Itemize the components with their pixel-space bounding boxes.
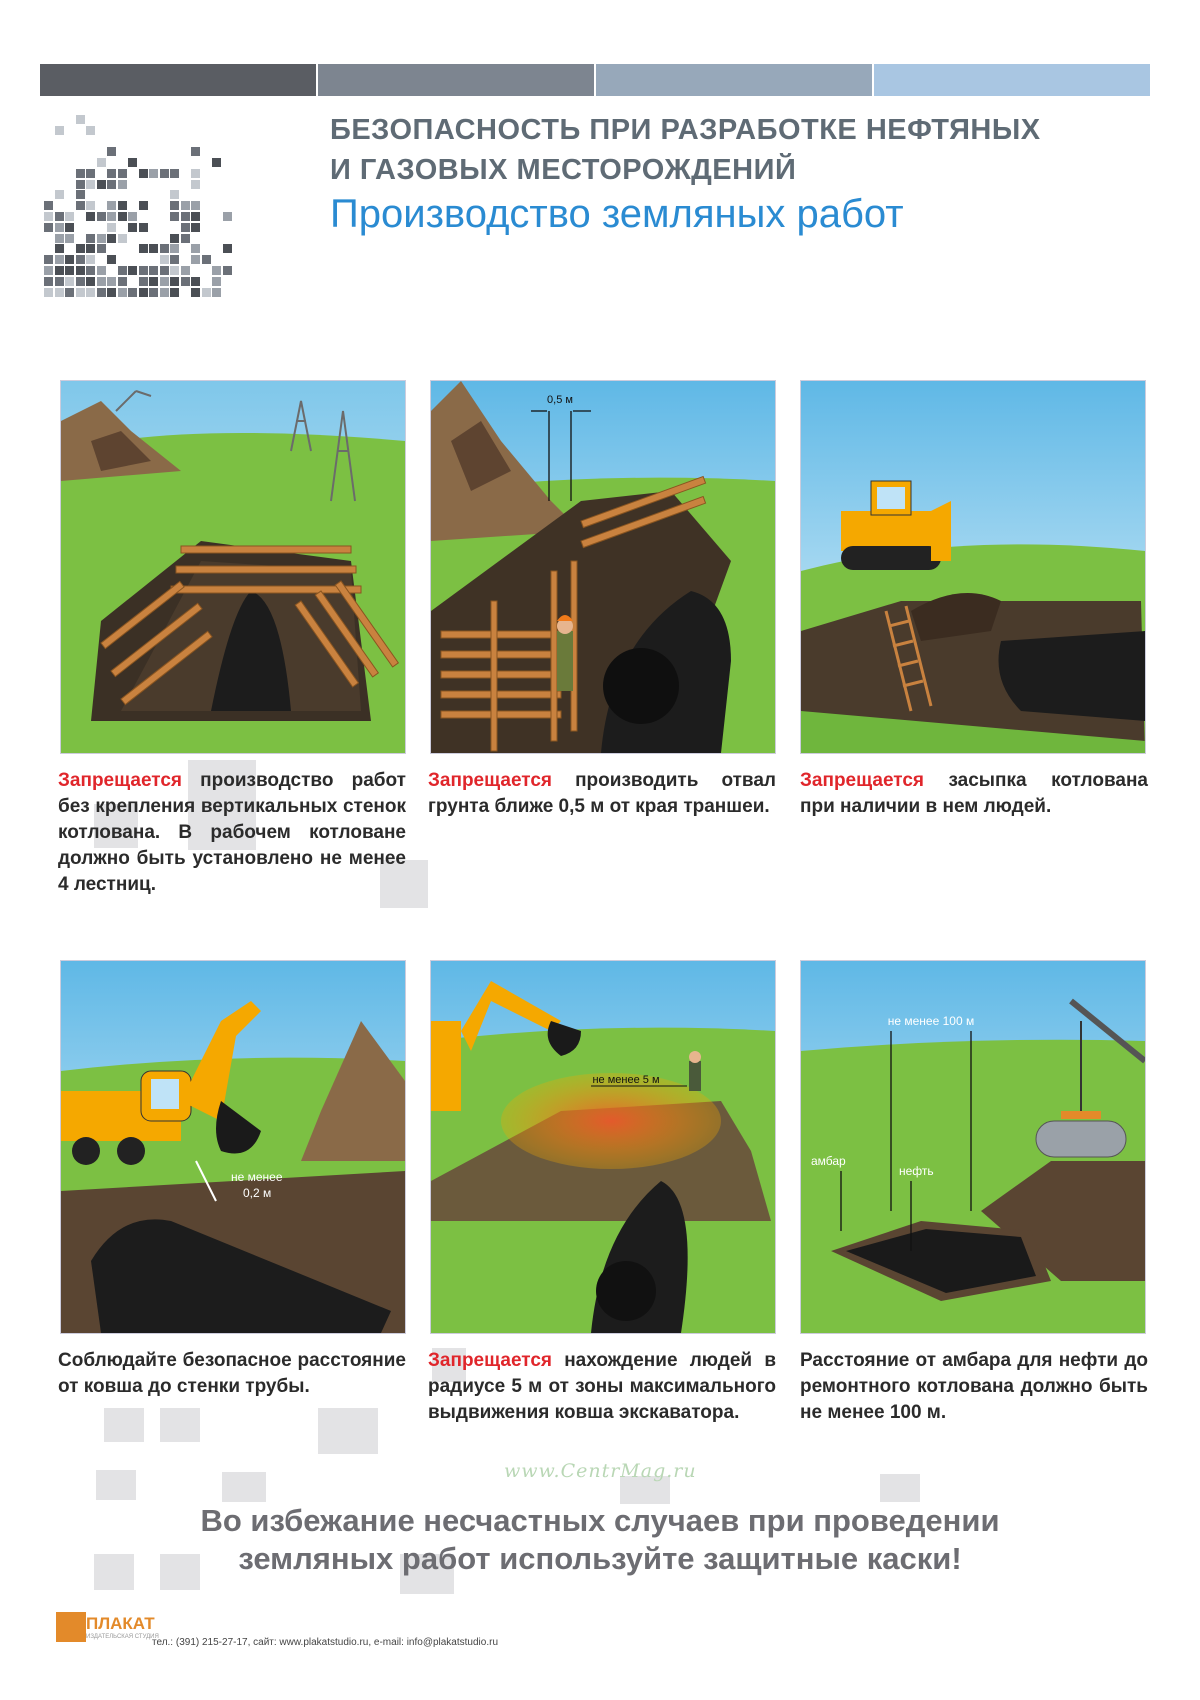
mosaic-pixel [191,212,200,221]
mosaic-pixel [160,244,169,253]
mosaic-pixel [139,201,148,210]
mosaic-pixel [65,277,74,286]
warning-word: Запрещается [58,770,182,791]
caption-panel-3 [800,768,1148,820]
mosaic-pixel [86,212,95,221]
mosaic-pixel [55,288,64,297]
mosaic-pixel [86,244,95,253]
illustration-backfill-bulldozer [800,380,1146,754]
mosaic-pixel [107,288,116,297]
decor-square [160,1408,200,1442]
mosaic-pixel [170,212,179,221]
caption-panel-1 [58,768,406,898]
mosaic-pixel [139,288,148,297]
decor-square [96,1470,136,1500]
mosaic-pixel [76,277,85,286]
mosaic-pixel [149,169,158,178]
warning-word: Запрещается [428,1350,552,1371]
pixel-mosaic-decoration [44,104,234,300]
bottom-safety-message [120,1502,1080,1578]
mosaic-pixel [44,266,53,275]
mosaic-pixel [76,115,85,124]
mosaic-pixel [118,234,127,243]
mosaic-pixel [160,255,169,264]
mosaic-pixel [191,223,200,232]
mosaic-pixel [55,212,64,221]
illustration-spoil-distance [430,380,776,754]
mosaic-pixel [191,201,200,210]
mosaic-pixel [128,288,137,297]
distance-label-line1: не менее [231,1170,283,1184]
mosaic-pixel [65,266,74,275]
mosaic-pixel [118,201,127,210]
caption-panel-5 [428,1348,776,1426]
header-bar-3 [596,64,872,96]
caption-panel-4 [58,1348,406,1400]
mosaic-pixel [139,266,148,275]
mosaic-pixel [44,201,53,210]
mosaic-pixel [149,244,158,253]
mosaic-pixel [223,212,232,221]
footer-contacts: тел.: (391) 215-27-17, сайт: www.plakatstudio.ru, e-mail: info@plakatstudio.ru [152,1637,499,1648]
mosaic-pixel [181,201,190,210]
mosaic-pixel [86,234,95,243]
mosaic-pixel [202,288,211,297]
mosaic-pixel [76,169,85,178]
mosaic-pixel [191,180,200,189]
mosaic-pixel [202,255,211,264]
mosaic-pixel [86,201,95,210]
mosaic-pixel [107,212,116,221]
mosaic-pixel [97,158,106,167]
mosaic-pixel [160,277,169,286]
mosaic-pixel [118,288,127,297]
distance-label-line2: 0,2 м [243,1186,272,1200]
mosaic-pixel [128,223,137,232]
mosaic-pixel [160,169,169,178]
mosaic-pixel [160,288,169,297]
mosaic-pixel [55,266,64,275]
mosaic-pixel [191,288,200,297]
mosaic-pixel [76,201,85,210]
mosaic-pixel [55,190,64,199]
watermark: www.CentrMag.ru [504,1460,697,1482]
page-subtitle: Производство земляных работ [330,192,904,236]
mosaic-pixel [170,288,179,297]
mosaic-pixel [44,223,53,232]
mosaic-pixel [107,147,116,156]
mosaic-pixel [181,223,190,232]
page-title [330,110,1170,190]
mosaic-pixel [149,288,158,297]
mosaic-pixel [65,234,74,243]
caption-text: производство работ без крепления вертикальных стенок котлована. В рабочем котловане должно быть установлено не менее 4 лестниц. [58,770,406,895]
oil-label: нефть [899,1164,934,1178]
distance-label-100m: не менее 100 м [887,1014,975,1028]
caption-text: нахождение людей в радиусе 5 м от зоны максимального выдвижения ковша экскаватора. [428,1350,776,1423]
header-bar-1 [40,64,316,96]
mosaic-pixel [44,255,53,264]
mosaic-pixel [212,288,221,297]
publisher-logo-subtitle: ИЗДАТЕЛЬСКАЯ СТУДИЯ [86,1634,159,1640]
mosaic-pixel [170,277,179,286]
caption-text: производить отвал грунта ближе 0,5 м от края траншеи. [428,770,776,817]
mosaic-pixel [65,255,74,264]
mosaic-pixel [160,266,169,275]
mosaic-pixel [149,277,158,286]
mosaic-pixel [212,158,221,167]
mosaic-pixel [181,277,190,286]
mosaic-pixel [55,126,64,135]
mosaic-pixel [139,169,148,178]
mosaic-pixel [107,180,116,189]
mosaic-pixel [107,223,116,232]
mosaic-pixel [44,212,53,221]
title-line-2: И ГАЗОВЫХ МЕСТОРОЖДЕНИЙ [330,154,797,186]
mosaic-pixel [97,180,106,189]
illustration-oil-pit-distance [800,960,1146,1334]
mosaic-pixel [149,266,158,275]
mosaic-pixel [128,158,137,167]
mosaic-pixel [55,277,64,286]
mosaic-pixel [44,277,53,286]
mosaic-pixel [139,223,148,232]
mosaic-pixel [97,288,106,297]
mosaic-pixel [191,244,200,253]
mosaic-pixel [223,244,232,253]
mosaic-pixel [128,266,137,275]
mosaic-pixel [97,212,106,221]
publisher-logo-icon [56,1612,86,1642]
mosaic-pixel [97,277,106,286]
mosaic-pixel [212,277,221,286]
warning-word: Запрещается [428,770,552,791]
mosaic-pixel [76,190,85,199]
mosaic-pixel [55,255,64,264]
mosaic-pixel [107,201,116,210]
mosaic-pixel [76,180,85,189]
mosaic-pixel [181,212,190,221]
bottom-message-line-1: Во избежание несчастных случаев при проведении [200,1503,1000,1538]
mosaic-pixel [55,223,64,232]
mosaic-pixel [223,266,232,275]
mosaic-pixel [86,180,95,189]
mosaic-pixel [128,212,137,221]
mosaic-pixel [65,288,74,297]
header-bar-2 [318,64,594,96]
mosaic-pixel [86,288,95,297]
mosaic-pixel [170,234,179,243]
mosaic-pixel [139,244,148,253]
mosaic-pixel [191,255,200,264]
mosaic-pixel [170,190,179,199]
mosaic-pixel [65,212,74,221]
mosaic-pixel [86,277,95,286]
mosaic-pixel [181,266,190,275]
mosaic-pixel [170,244,179,253]
mosaic-pixel [76,266,85,275]
mosaic-pixel [86,169,95,178]
dimension-label-05m: 0,5 м [547,394,573,406]
caption-text: Соблюдайте безопасное расстояние от ковша до стенки трубы. [58,1350,406,1397]
mosaic-pixel [170,169,179,178]
mosaic-pixel [97,266,106,275]
mosaic-pixel [86,126,95,135]
mosaic-pixel [139,277,148,286]
mosaic-pixel [118,169,127,178]
title-line-1: БЕЗОПАСНОСТЬ ПРИ РАЗРАБОТКЕ НЕФТЯНЫХ [330,114,1041,146]
mosaic-pixel [107,255,116,264]
mosaic-pixel [107,169,116,178]
caption-panel-2 [428,768,776,820]
caption-panel-6 [800,1348,1148,1426]
illustration-bucket-distance [60,960,406,1334]
mosaic-pixel [118,266,127,275]
mosaic-pixel [97,244,106,253]
caption-text: Расстояние от амбара для нефти до ремонтного котлована должно быть не менее 100 м. [800,1350,1148,1423]
mosaic-pixel [86,266,95,275]
mosaic-pixel [55,234,64,243]
radius-label: не менее 5 м [592,1074,660,1086]
mosaic-pixel [170,266,179,275]
mosaic-pixel [107,277,116,286]
mosaic-pixel [118,277,127,286]
mosaic-pixel [212,266,221,275]
mosaic-pixel [118,212,127,221]
decor-square [104,1408,144,1442]
decor-square [318,1408,378,1454]
mosaic-pixel [76,244,85,253]
mosaic-pixel [76,288,85,297]
mosaic-pixel [191,169,200,178]
mosaic-pixel [170,201,179,210]
mosaic-pixel [107,234,116,243]
header-bar-4 [874,64,1150,96]
mosaic-pixel [181,234,190,243]
mosaic-pixel [191,147,200,156]
caption-text: засыпка котлована при наличии в нем людей. [800,770,1148,817]
illustration-excavator-radius [430,960,776,1334]
mosaic-pixel [97,234,106,243]
illustration-trench-shoring [60,380,406,754]
mosaic-pixel [191,277,200,286]
decor-square [880,1474,920,1502]
mosaic-pixel [86,255,95,264]
publisher-logo-text: ПЛАКАТ [86,1614,155,1633]
mosaic-pixel [76,255,85,264]
mosaic-pixel [65,223,74,232]
mosaic-pixel [55,244,64,253]
warning-word: Запрещается [800,770,924,791]
bottom-message-line-2: земляных работ используйте защитные каски! [238,1541,962,1576]
mosaic-pixel [44,288,53,297]
mosaic-pixel [170,255,179,264]
decor-square [222,1472,266,1502]
pit-label: амбар [811,1154,846,1168]
mosaic-pixel [118,180,127,189]
